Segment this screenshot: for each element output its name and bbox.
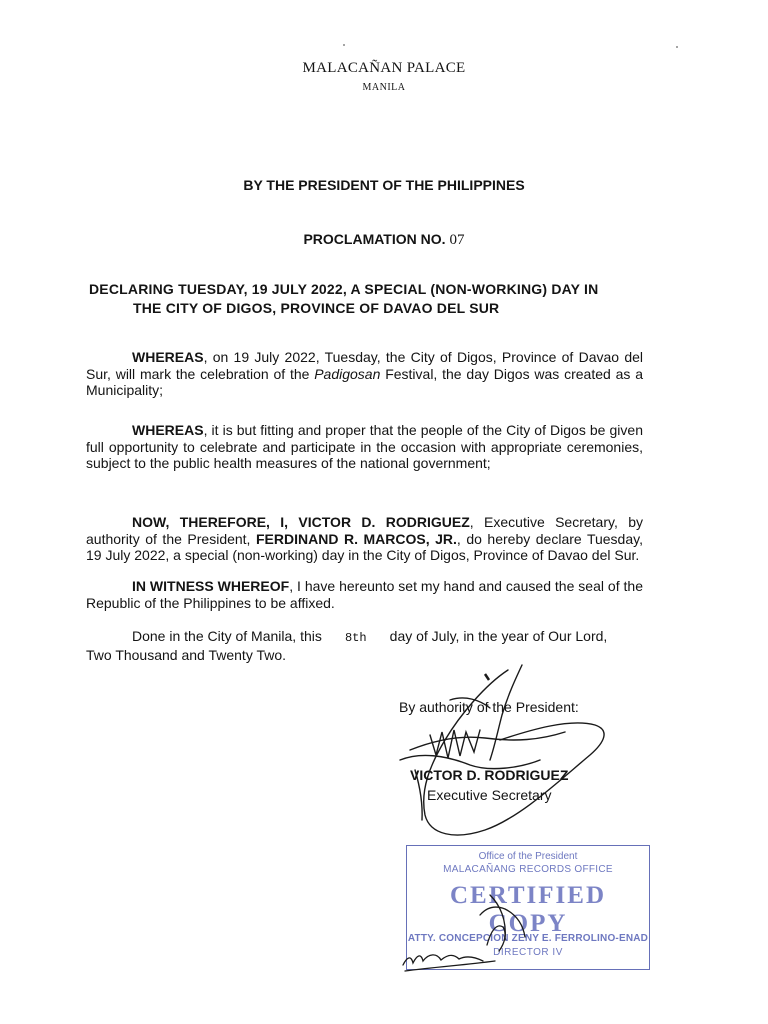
- secretary-signature: [390, 660, 620, 845]
- scan-speck: [676, 46, 678, 48]
- stamp-records-office: MALACAÑANG RECORDS OFFICE: [443, 864, 613, 875]
- paragraph-lead: WHEREAS: [132, 422, 204, 438]
- paragraph-text: , it is but fitting and proper that the people of the City of Digos be given full opportunity to celebrate and participate in the occasion with appropriate ceremonies, subject to the public health measures of the national government;: [86, 422, 643, 471]
- whereas-paragraph-2: [86, 422, 643, 472]
- paragraph-text: , I have hereunto set my hand and caused the seal of the Republic of the Philippines to be affixed.: [86, 578, 643, 611]
- done-line-2: Two Thousand and Twenty Two.: [86, 647, 287, 663]
- stamp-signature: [395, 885, 545, 975]
- scan-speck: [343, 44, 345, 46]
- stamp-certified-copy: CERTIFIED COPY: [449, 882, 607, 937]
- paragraph-lead: NOW, THEREFORE, I, VICTOR D. RODRIGUEZ: [132, 514, 470, 530]
- president-name: FERDINAND R. MARCOS, JR.: [255, 530, 457, 547]
- title-line-1: DECLARING TUESDAY, 19 JULY 2022, A SPECIAL (NON-WORKING) DAY IN: [89, 281, 599, 297]
- proclamation-number-value: 07: [449, 232, 465, 248]
- title-line-2: THE CITY OF DIGOS, PROVINCE OF DAVAO DEL SUR: [133, 300, 500, 316]
- stamp-officer: ATTY. CONCEPCION ZENY E. FERROLINO-ENAD: [407, 933, 649, 944]
- paragraph-lead: IN WITNESS WHEREOF: [132, 578, 290, 594]
- done-text: Done in the City of Manila, this: [132, 628, 322, 644]
- done-text: day of July, in the year of Our Lord,: [389, 628, 608, 644]
- proclamation-number: [0, 231, 768, 249]
- paragraph-text: , on 19 July 2022, Tuesday, the City of Digos, Province of Davao del Sur, will mark the celebration of the: [86, 349, 643, 382]
- city-subheading: MANILA: [362, 82, 406, 93]
- paragraph-text: Festival, the day Digos was created as a Municipality;: [86, 365, 643, 398]
- whereas-paragraph-1: [86, 349, 643, 399]
- festival-name: Padigosan: [314, 365, 381, 382]
- stamp-position: DIRECTOR IV: [493, 947, 563, 958]
- paragraph-lead: WHEREAS: [132, 349, 204, 365]
- byline: BY THE PRESIDENT OF THE PHILIPPINES: [243, 177, 525, 193]
- witness-paragraph: [86, 578, 643, 611]
- signatory-name: VICTOR D. RODRIGUEZ: [410, 767, 569, 783]
- declaration-paragraph: [86, 514, 643, 564]
- stamp-office: Office of the President: [478, 851, 578, 862]
- signatory-title: Executive Secretary: [427, 787, 552, 803]
- paragraph-text: , do hereby declare Tuesday, 19 July 2022, a special (non-working) day in the City of Digos, Province of Davao del Sur.: [86, 530, 643, 563]
- done-paragraph: [86, 628, 607, 664]
- palace-heading: MALACAÑAN PALACE: [302, 60, 466, 76]
- proclamation-label: PROCLAMATION NO.: [303, 231, 446, 247]
- authority-line: By authority of the President:: [399, 699, 579, 715]
- paragraph-text: , Executive Secretary, by authority of the President,: [86, 514, 643, 547]
- done-day: 8th: [344, 631, 367, 645]
